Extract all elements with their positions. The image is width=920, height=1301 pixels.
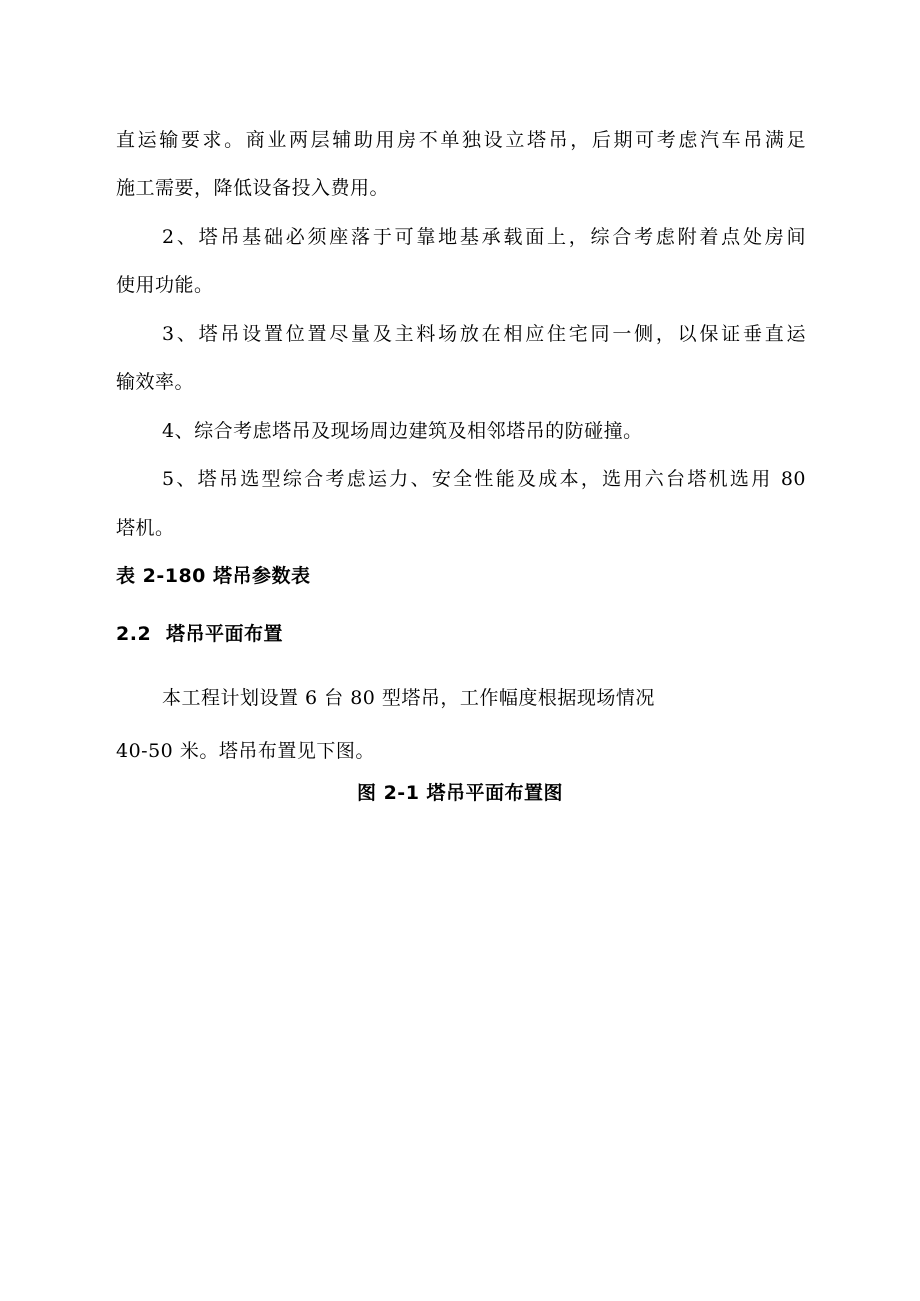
section-number: 2.2: [116, 623, 152, 645]
paragraph-line: 施工需要，降低设备投入费用。: [116, 177, 390, 199]
section-title: 塔吊平面布置: [166, 623, 284, 645]
paragraph-line: 塔机。: [116, 517, 175, 539]
paragraph-line: 本工程计划设置 6 台 80 型塔吊，工作幅度根据现场情况: [162, 687, 655, 709]
table-caption: 表 2-180 塔吊参数表: [116, 565, 311, 587]
paragraph-line: 输效率。: [116, 371, 195, 393]
paragraph-line: 3、塔吊设置位置尽量及主料场放在相应住宅同一侧，以保证垂直运: [162, 323, 806, 345]
paragraph-line: 4、综合考虑塔吊及现场周边建筑及相邻塔吊的防碰撞。: [162, 420, 643, 442]
paragraph-line: 40-50 米。塔吊布置见下图。: [116, 740, 375, 762]
paragraph-line: 使用功能。: [116, 274, 214, 296]
paragraph-line: 5、塔吊选型综合考虑运力、安全性能及成本，选用六台塔机选用 80: [162, 468, 806, 490]
figure-caption: 图 2-1 塔吊平面布置图: [356, 782, 564, 804]
paragraph-line: 2、塔吊基础必须座落于可靠地基承载面上，综合考虑附着点处房间: [162, 226, 806, 248]
paragraph-line: 直运输要求。商业两层辅助用房不单独设立塔吊，后期可考虑汽车吊满足: [116, 129, 806, 151]
